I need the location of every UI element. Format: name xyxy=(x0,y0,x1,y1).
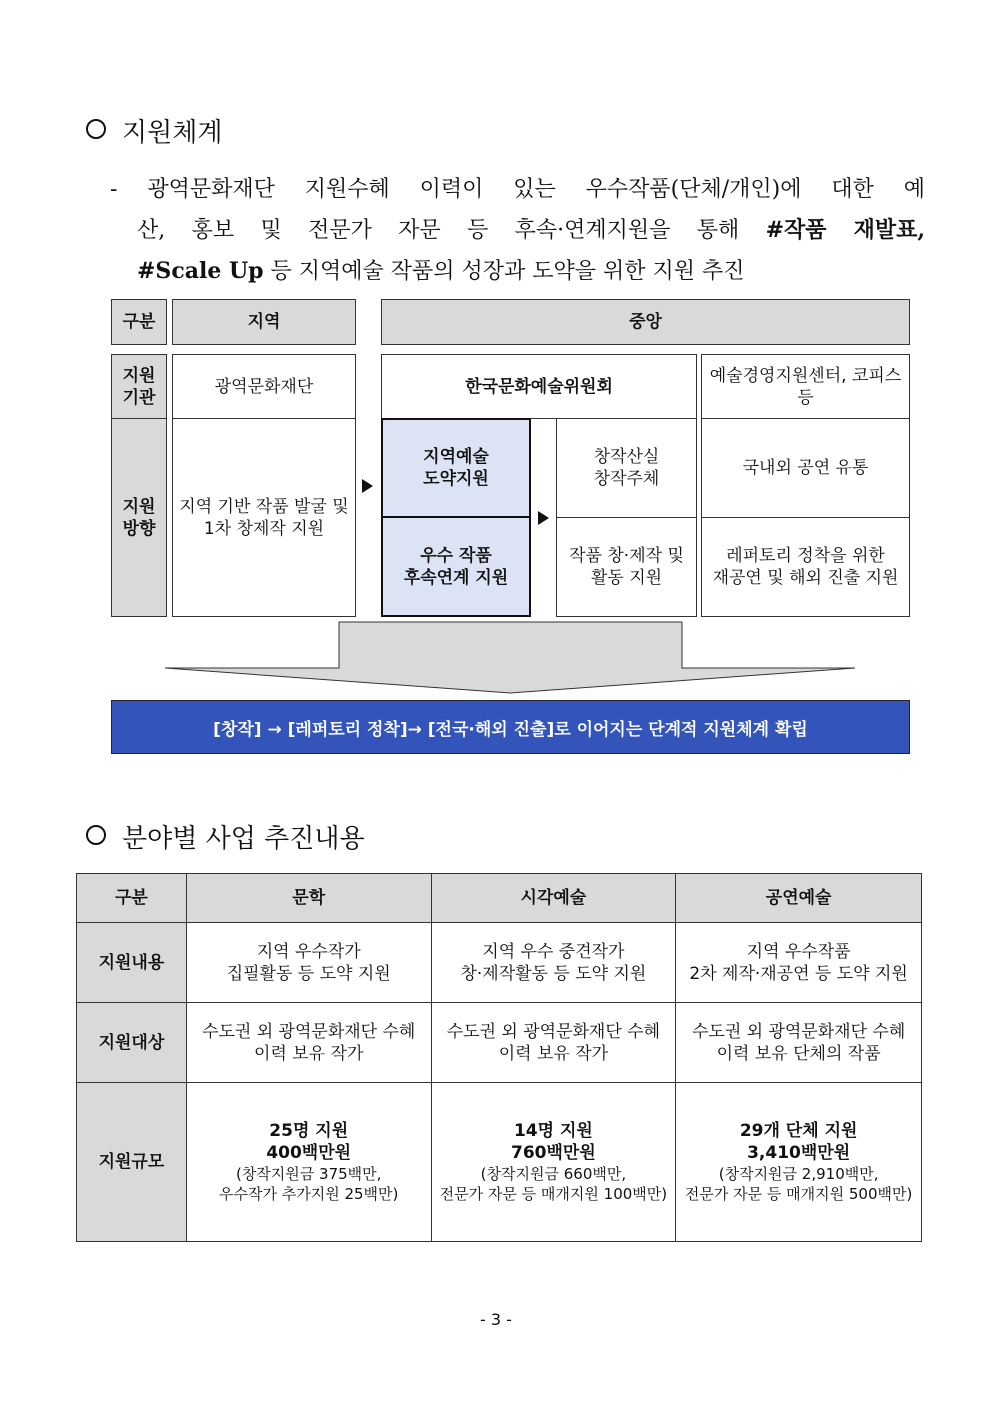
table-cell xyxy=(186,1083,431,1242)
table-cell xyxy=(431,1003,676,1083)
scale-line: 25명 지원 xyxy=(269,1121,349,1141)
cell-line: 이력 보유 작가 xyxy=(498,1043,609,1064)
diagram-leap-support xyxy=(381,418,531,518)
page-number: - 3 - xyxy=(480,1310,512,1329)
follow-up-line: 우수 작품 xyxy=(420,545,492,566)
table-cell xyxy=(186,923,431,1003)
budget-line: 3,410백만원 xyxy=(747,1143,851,1163)
cell-line: 창·제작활동 등 도약 지원 xyxy=(460,963,647,984)
section-title-text: 지원체계 xyxy=(122,118,223,148)
diagram-changjak-sansil xyxy=(556,418,697,518)
region-direction-line: 지역 기반 작품 발굴 및 xyxy=(179,496,349,517)
cell-line: 이력 보유 단체의 작품 xyxy=(716,1043,881,1064)
section-title-text: 분야별 사업 추진내용 xyxy=(122,824,365,854)
projects-table xyxy=(76,873,922,1242)
cell-line: 수도권 외 광역문화재단 수혜 xyxy=(691,1021,906,1042)
diagram-repertoire xyxy=(701,517,910,617)
cell-line: 수도권 외 광역문화재단 수혜 xyxy=(446,1021,661,1042)
cell-line: 지역 우수 중견작가 xyxy=(482,941,625,962)
budget-line: 760백만원 xyxy=(511,1143,596,1163)
mid-bottom-line: 작품 창·제작 및 xyxy=(569,546,684,566)
diagram-row-label-institution xyxy=(111,354,167,419)
leap-line: 지역예술 xyxy=(423,447,489,467)
table-row xyxy=(77,923,922,1003)
diagram-creation-support xyxy=(556,517,697,617)
scale-line: 14명 지원 xyxy=(513,1121,593,1141)
detail-line: (창작지원금 2,910백만, xyxy=(718,1165,879,1183)
cell-line: 이력 보유 작가 xyxy=(254,1043,364,1064)
label-line: 지원 xyxy=(122,365,156,386)
label-line: 기관 xyxy=(122,387,156,408)
paragraph-line-3 xyxy=(110,251,925,292)
circle-bullet-icon xyxy=(86,825,106,845)
detail-line: 우수작가 추가지원 25백만) xyxy=(219,1185,399,1203)
repertoire-line: 재공연 및 해외 진출 지원 xyxy=(712,568,899,588)
table-cell xyxy=(186,1003,431,1083)
circle-bullet-icon xyxy=(86,119,106,139)
detail-line: 전문가 자문 등 매개지원 500백만) xyxy=(684,1185,913,1203)
kams-line: 등 xyxy=(797,387,814,408)
repertoire-line: 레퍼토리 정착을 위한 xyxy=(726,546,885,566)
diagram-distribution: 국내외 공연 유통 xyxy=(701,418,910,518)
kams-line: 예술경영지원센터, 코피스 xyxy=(709,365,902,386)
row-label: 지원대상 xyxy=(77,1003,187,1083)
table-header-cell: 구분 xyxy=(77,874,187,923)
mid-top-line: 창작산실 xyxy=(593,447,660,467)
diagram-follow-up-support xyxy=(381,516,531,617)
scale-line: 29개 단체 지원 xyxy=(739,1121,858,1141)
region-direction-line: 1차 창제작 지원 xyxy=(203,518,325,539)
table-header-cell: 시각예술 xyxy=(431,874,676,923)
section-heading-projects xyxy=(86,818,365,855)
cell-line: 집필활동 등 도약 지원 xyxy=(226,963,391,984)
diagram-arko: 한국문화예술위원회 xyxy=(381,354,697,419)
diagram-region-direction xyxy=(172,418,356,617)
diagram-header-gubun: 구분 xyxy=(111,299,167,345)
arrow-right-icon xyxy=(538,511,549,525)
diagram-row-label-direction xyxy=(111,418,167,617)
cell-line: 수도권 외 광역문화재단 수혜 xyxy=(202,1021,416,1042)
mid-bottom-line: 활동 지원 xyxy=(590,568,663,588)
diagram-kams xyxy=(701,354,910,419)
paragraph-line-1: - 광역문화재단 지원수혜 이력이 있는 우수작품(단체/개인)에 대한 예 xyxy=(110,177,925,202)
detail-line: (창작지원금 375백만, xyxy=(235,1165,382,1183)
label-line: 지원 xyxy=(122,496,156,517)
paragraph-line-2-text: 산, 홍보 및 전문가 자문 등 후속·연계지원을 통해 xyxy=(137,218,766,243)
arrow-right-icon xyxy=(362,479,373,493)
label-line: 방향 xyxy=(122,518,156,539)
paragraph-line-3-text: 등 지역예술 작품의 성장과 도약을 위한 지원 추진 xyxy=(263,259,745,284)
cell-line: 2차 제작·재공연 등 도약 지원 xyxy=(689,963,908,984)
detail-line: (창작지원금 660백만, xyxy=(480,1165,627,1183)
paragraph-line-2 xyxy=(110,210,925,251)
cell-line: 지역 우수작품 xyxy=(746,941,851,962)
intro-paragraph xyxy=(110,170,925,292)
hashtag-republish: #작품 재발표, xyxy=(765,217,925,243)
table-cell xyxy=(676,1003,922,1083)
detail-line: 전문가 자문 등 매개지원 100백만) xyxy=(439,1185,668,1203)
down-arrow-icon xyxy=(160,620,860,696)
budget-line: 400백만원 xyxy=(266,1143,352,1163)
diagram-region-institution: 광역문화재단 xyxy=(172,354,356,419)
mid-top-line: 창작주체 xyxy=(593,469,660,489)
section-heading-support-system xyxy=(86,112,222,149)
table-header-cell: 공연예술 xyxy=(676,874,922,923)
follow-up-line: 후속연계 지원 xyxy=(403,567,509,588)
table-cell xyxy=(431,923,676,1003)
table-header-cell: 문학 xyxy=(186,874,431,923)
leap-line: 도약지원 xyxy=(423,469,489,489)
cell-line: 지역 우수작가 xyxy=(256,941,361,962)
table-header-row xyxy=(77,874,922,923)
support-system-banner: [창작] → [레퍼토리 정착]→ [전국·해외 진출]로 이어지는 단계적 지원체계 확립 xyxy=(111,700,910,754)
row-label: 지원규모 xyxy=(77,1083,187,1242)
diagram-header-region: 지역 xyxy=(172,299,356,345)
diagram-header-central: 중앙 xyxy=(381,299,910,345)
table-row xyxy=(77,1003,922,1083)
table-cell xyxy=(676,923,922,1003)
row-label: 지원내용 xyxy=(77,923,187,1003)
table-row xyxy=(77,1083,922,1242)
hashtag-scale-up: #Scale Up xyxy=(137,258,264,284)
table-cell xyxy=(676,1083,922,1242)
table-cell xyxy=(431,1083,676,1242)
